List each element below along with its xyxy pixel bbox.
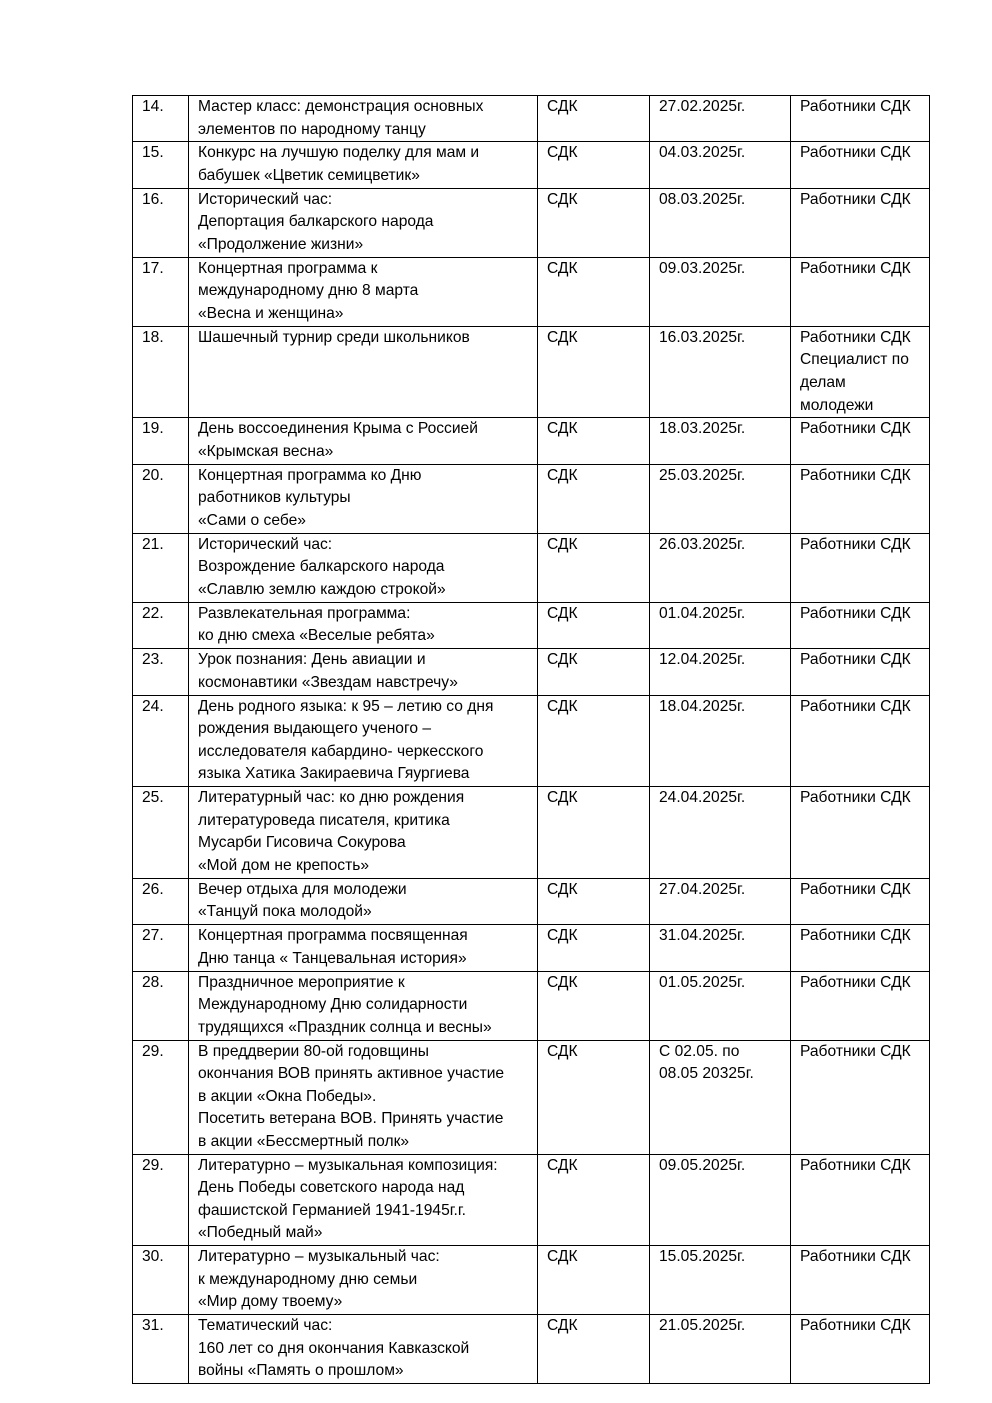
row-number: 26. [133,878,189,924]
table-row [133,418,930,464]
event-place: СДК [538,925,650,971]
event-place: СДК [538,257,650,326]
event-date: 24.04.2025г. [650,787,791,879]
row-number: 28. [133,971,189,1040]
table-row [133,96,930,142]
event-place: СДК [538,326,650,418]
table-row [133,257,930,326]
table-row [133,787,930,879]
event-place: СДК [538,464,650,533]
event-title: День воссоединения Крыма с Россией «Крымская весна» [189,418,538,464]
row-number: 22. [133,602,189,648]
row-number: 30. [133,1246,189,1315]
event-title: Развлекательная программа: ко дню смеха «Веселые ребята» [189,602,538,648]
event-title: Литературно – музыкальная композиция: День Победы советского народа над фашистской Германией 1941-1945г.г. «Победный май» [189,1154,538,1246]
row-number: 21. [133,533,189,602]
event-place: СДК [538,602,650,648]
event-responsible: Работники СДК [791,1040,930,1154]
events-table-body [133,96,930,1384]
event-date: 01.05.2025г. [650,971,791,1040]
table-row [133,649,930,695]
events-table [132,95,930,1384]
event-date: 26.03.2025г. [650,533,791,602]
table-row [133,602,930,648]
event-place: СДК [538,533,650,602]
event-title: Шашечный турнир среди школьников [189,326,538,418]
event-responsible: Работники СДК [791,1246,930,1315]
event-title: Исторический час: Депортация балкарского народа «Продолжение жизни» [189,188,538,257]
event-title: Тематический час: 160 лет со дня окончания Кавказской войны «Память о прошлом» [189,1315,538,1384]
event-date: 09.03.2025г. [650,257,791,326]
table-row [133,188,930,257]
event-responsible: Работники СДК [791,1315,930,1384]
event-responsible: Работники СДК [791,925,930,971]
event-place: СДК [538,142,650,188]
event-place: СДК [538,418,650,464]
event-title: Исторический час: Возрождение балкарского народа «Славлю землю каждою строкой» [189,533,538,602]
event-title: Концертная программа к международному дню 8 марта «Весна и женщина» [189,257,538,326]
row-number: 29. [133,1154,189,1246]
table-row [133,1040,930,1154]
row-number: 18. [133,326,189,418]
event-responsible: Работники СДК [791,787,930,879]
event-date: 15.05.2025г. [650,1246,791,1315]
event-title: Вечер отдыха для молодежи «Танцуй пока молодой» [189,878,538,924]
table-row [133,878,930,924]
table-row [133,1315,930,1384]
event-title: Концертная программа ко Дню работников культуры «Сами о себе» [189,464,538,533]
row-number: 15. [133,142,189,188]
table-row [133,695,930,787]
table-row [133,1154,930,1246]
event-place: СДК [538,971,650,1040]
event-date: 18.03.2025г. [650,418,791,464]
event-responsible: Работники СДК [791,649,930,695]
row-number: 27. [133,925,189,971]
row-number: 14. [133,96,189,142]
row-number: 31. [133,1315,189,1384]
event-date: 21.05.2025г. [650,1315,791,1384]
event-responsible: Работники СДК [791,602,930,648]
row-number: 19. [133,418,189,464]
event-responsible: Работники СДК [791,1154,930,1246]
table-row [133,326,930,418]
event-date: 31.04.2025г. [650,925,791,971]
row-number: 20. [133,464,189,533]
event-title: Конкурс на лучшую поделку для мам и бабушек «Цветик семицветик» [189,142,538,188]
event-place: СДК [538,1315,650,1384]
row-number: 23. [133,649,189,695]
table-row [133,1246,930,1315]
event-responsible: Работники СДК [791,695,930,787]
event-place: СДК [538,695,650,787]
table-row [133,142,930,188]
event-place: СДК [538,878,650,924]
event-title: Литературный час: ко дню рождения литературоведа писателя, критика Мусарби Гисовича Сокурова «Мой дом не крепость» [189,787,538,879]
event-place: СДК [538,787,650,879]
table-row [133,533,930,602]
event-responsible: Работники СДК [791,96,930,142]
row-number: 25. [133,787,189,879]
event-responsible: Работники СДК [791,257,930,326]
event-responsible: Работники СДК [791,878,930,924]
event-place: СДК [538,649,650,695]
event-title: День родного языка: к 95 – летию со дня рождения выдающего ученого – исследователя кабардино- черкесского языка Хатика Закираевича Гяургиева [189,695,538,787]
event-date: 09.05.2025г. [650,1154,791,1246]
row-number: 24. [133,695,189,787]
event-date: 18.04.2025г. [650,695,791,787]
event-place: СДК [538,1246,650,1315]
event-title: В преддверии 80-ой годовщины окончания ВОВ принять активное участие в акции «Окна Победы». Посетить ветерана ВОВ. Принять участие в акции «Бессмертный полк» [189,1040,538,1154]
event-place: СДК [538,96,650,142]
event-place: СДК [538,188,650,257]
table-row [133,925,930,971]
event-responsible: Работники СДК [791,533,930,602]
event-title: Праздничное мероприятие к Международному Дню солидарности трудящихся «Праздник солнца и весны» [189,971,538,1040]
event-date: 04.03.2025г. [650,142,791,188]
event-responsible: Работники СДК [791,188,930,257]
table-row [133,464,930,533]
table-row [133,971,930,1040]
event-title: Концертная программа посвященная Дню танца « Танцевальная история» [189,925,538,971]
event-date: 25.03.2025г. [650,464,791,533]
row-number: 17. [133,257,189,326]
event-place: СДК [538,1154,650,1246]
event-date: 12.04.2025г. [650,649,791,695]
event-place: СДК [538,1040,650,1154]
event-date: 08.03.2025г. [650,188,791,257]
event-responsible: Работники СДК Специалист по делам молодежи [791,326,930,418]
event-responsible: Работники СДК [791,971,930,1040]
event-title: Урок познания: День авиации и космонавтики «Звездам навстречу» [189,649,538,695]
event-responsible: Работники СДК [791,418,930,464]
row-number: 29. [133,1040,189,1154]
event-date: 27.04.2025г. [650,878,791,924]
event-title: Мастер класс: демонстрация основных элементов по народному танцу [189,96,538,142]
event-date: С 02.05. по 08.05 20325г. [650,1040,791,1154]
event-date: 01.04.2025г. [650,602,791,648]
event-title: Литературно – музыкальный час: к международному дню семьи «Мир дому твоему» [189,1246,538,1315]
event-responsible: Работники СДК [791,464,930,533]
row-number: 16. [133,188,189,257]
event-responsible: Работники СДК [791,142,930,188]
event-date: 27.02.2025г. [650,96,791,142]
event-date: 16.03.2025г. [650,326,791,418]
